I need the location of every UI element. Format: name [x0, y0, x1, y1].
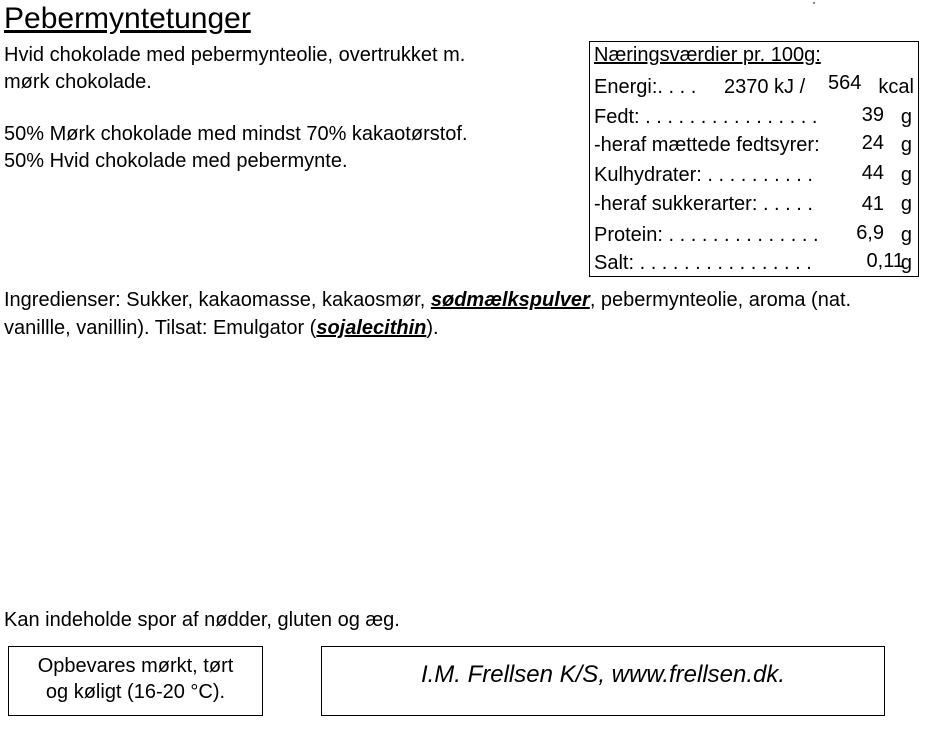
composition — [4, 121, 468, 175]
ingredients-text: , pebermynteolie, aroma (nat. vanillle, vanillin). Tilsat: Emulgator ( — [4, 289, 852, 339]
nutrition-value: 6,9 — [856, 222, 884, 244]
stray-dot — [813, 2, 815, 4]
ingredients-text: Ingredienser: Sukker, kakaomasse, kakaosmør, — [4, 289, 431, 311]
allergen-milk-powder: sødmælkspulver — [430, 289, 590, 311]
nutrition-row-fat — [594, 106, 914, 134]
energy-kcal-unit: kcal — [878, 76, 914, 98]
product-description — [4, 42, 465, 96]
storage-line-2: og køligt (16-20 °C). — [45, 681, 226, 703]
storage-line-1: Opbevares mørkt, tørt — [37, 655, 234, 677]
storage-box — [8, 646, 263, 716]
allergen-soy-lecithin: sojalecithin — [316, 317, 427, 339]
nutrition-row-salt — [594, 252, 914, 280]
ingredients-list — [4, 286, 914, 342]
manufacturer-box — [321, 646, 885, 716]
nutrition-heading: Næringsværdier pr. 100g: — [594, 44, 821, 66]
nutrition-label: Kulhydrater: . . . . . . . . . . — [594, 164, 813, 186]
nutrition-unit: g — [900, 252, 912, 274]
description-line-1: Hvid chokolade med pebermynteolie, overtrukket m. — [4, 44, 466, 66]
nutrition-value: 39 — [861, 104, 884, 126]
nutrition-unit: g — [900, 106, 912, 128]
nutrition-row-sugars — [594, 193, 914, 221]
nutrition-row-saturated-fat — [594, 134, 914, 162]
composition-line-1: 50% Mørk chokolade med mindst 70% kakaotørstof. — [4, 123, 468, 145]
nutrition-row-energy — [594, 72, 914, 104]
composition-line-2: 50% Hvid chokolade med pebermynte. — [4, 150, 348, 172]
nutrition-value: 41 — [861, 193, 884, 215]
nutrition-value: 0,11 — [866, 250, 904, 272]
nutrition-unit: g — [900, 164, 912, 186]
nutrition-unit: g — [900, 224, 912, 246]
energy-kj: 2370 kJ / — [724, 76, 806, 98]
product-title: Pebermyntetunger — [4, 2, 251, 35]
nutrition-table — [589, 41, 919, 277]
energy-kcal-value: 564 — [828, 72, 862, 94]
nutrition-unit: g — [900, 193, 912, 215]
nutrition-label: Fedt: . . . . . . . . . . . . . . . . — [594, 106, 818, 128]
nutrition-value: 24 — [861, 132, 884, 154]
manufacturer-text: I.M. Frellsen K/S, www.frellsen.dk. — [420, 661, 786, 688]
nutrition-label: Protein: . . . . . . . . . . . . . . — [594, 224, 819, 246]
description-line-2: mørk chokolade. — [4, 71, 152, 93]
nutrition-label: -heraf sukkerarter: . . . . . — [594, 193, 813, 215]
nutrition-value: 44 — [861, 162, 884, 184]
nutrition-label: Salt: . . . . . . . . . . . . . . . . — [594, 252, 812, 274]
energy-label: Energi:. . . . — [594, 76, 697, 98]
nutrition-row-carbohydrates — [594, 164, 914, 192]
allergy-note: Kan indeholde spor af nødder, gluten og æg. — [4, 609, 400, 631]
nutrition-unit: g — [900, 134, 912, 156]
nutrition-row-protein — [594, 224, 914, 252]
ingredients-text: ). — [426, 317, 439, 339]
nutrition-label: -heraf mættede fedtsyrer: — [594, 134, 820, 156]
